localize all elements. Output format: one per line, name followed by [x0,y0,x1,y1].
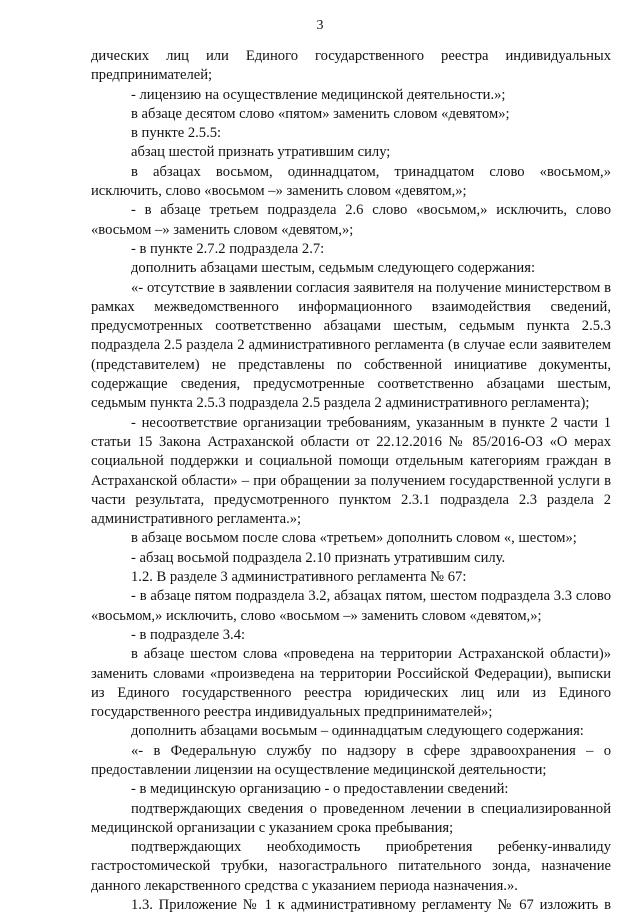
paragraph: - в подразделе 3.4: [131,626,246,643]
paragraph: - несоответствие организации требованиям, указанным в пункте 2 части 1 статьи 15 Закона Астраханской области от 22.12.2016 № 85/2016-ОЗ «О мерах социальной поддержки и социальной помощи отдельным категориям граждан в Астраханской области» – при обращении за получением государственной услуги в части результата, предусмотренного пунктом 2.3.1 подраздела 2.3 раздела 2 административного регламента.»; [91,414,611,528]
paragraph: в пункте 2.5.5: [131,125,222,142]
paragraph: «- отсутствие в заявлении согласия заявителя на получение министерством в рамках межведомственного информационного взаимодействия сведений, предусмотренных соответственно абзацами шестым, седьмым пункта 2.5.3 подраздела 2.5 раздела 2 административного регламента (в случае если заявителем (представителем) не представлены по собственной инициативе документы, содержащие сведения, предусмотренные соответственно абзацами шестым, седьмым пункта 2.5.3 подраздела 2.5 раздела 2 административного регламента); [91,279,611,412]
paragraph: дических лиц или Единого государственного реестра индивидуальных предпринимателей; [91,48,611,84]
paragraph: в абзацах восьмом, одиннадцатом, тринадцатом слово «восьмом,» исключить, слово «восьмом –» заменить словом «девятом,»; [91,163,611,200]
paragraph: - абзац восьмой подраздела 2.10 признать утратившим силу. [131,549,506,566]
page-number: 3 [316,18,324,33]
paragraph: в абзаце шестом слова «проведена на территории Астраханской области)» заменить словами «произведена на территории Российской Федерации), выписки из Единого государственного реестра юридических лиц или из Единого государственного реестра индивидуальных предпринимателей»; [91,646,611,721]
paragraph: 1.3. Приложение № 1 к административному регламенту № 67 изложить в [131,897,611,914]
paragraph: 1.2. В разделе 3 административного регламента № 67: [131,569,467,586]
paragraph: подтверждающих необходимость приобретения ребенку-инвалиду гастростомической трубки, назогастрального питательного зонда, назначение данного лекарственного средства с указанием периода назначения.». [91,839,611,894]
document-body [91,47,611,915]
paragraph: - в абзаце пятом подраздела 3.2, абзацах пятом, шестом подраздела 3.3 слово «восьмом,» исключить, слово «восьмом –» заменить словом «девятом,»; [91,588,611,624]
paragraph: - в абзаце третьем подраздела 2.6 слово «восьмом,» исключить, слово «восьмом –» заменить словом «девятом,»; [91,202,611,238]
paragraph: дополнить абзацами восьмым – одиннадцатым следующего содержания: [131,723,584,740]
paragraph: подтверждающих сведения о проведенном лечении в специализированной медицинской организации с указанием срока пребывания; [91,800,611,836]
paragraph: в абзаце десятом слово «пятом» заменить словом «девятом»; [131,105,510,122]
paragraph: абзац шестой признать утратившим силу; [131,144,391,161]
paragraph: - лицензию на осуществление медицинской деятельности.»; [131,86,506,103]
paragraph: дополнить абзацами шестым, седьмым следующего содержания: [131,260,536,277]
paragraph: - в пункте 2.7.2 подраздела 2.7: [131,240,325,257]
paragraph: - в медицинскую организацию - о предоставлении сведений: [131,781,509,798]
paragraph: «- в Федеральную службу по надзору в сфере здравоохранения – о предоставлении лицензии на осуществление медицинской деятельности; [91,742,611,778]
paragraph: в абзаце восьмом после слова «третьем» дополнить словом «, шестом»; [131,530,577,547]
